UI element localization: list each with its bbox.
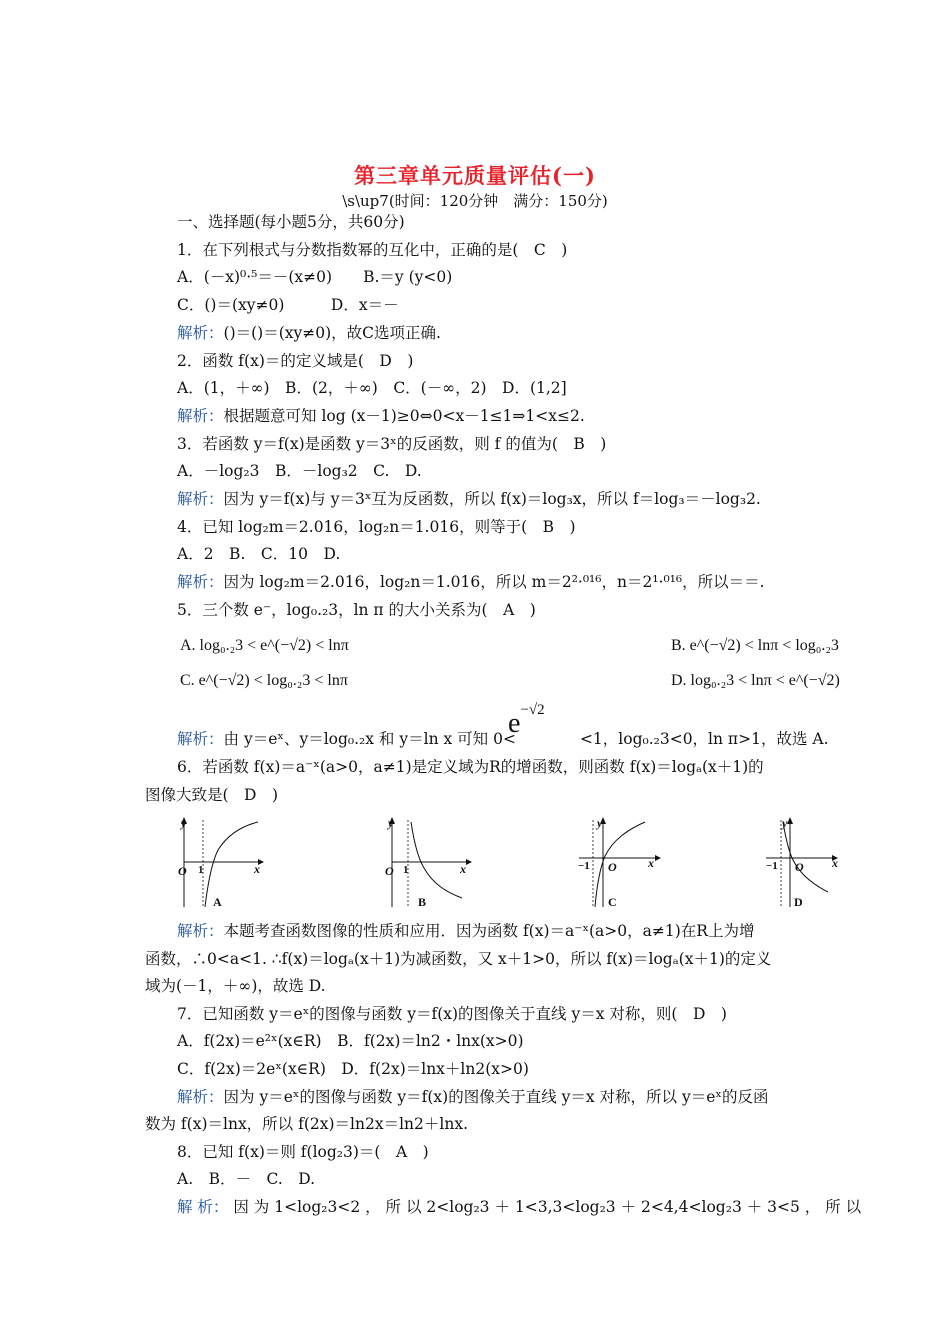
lines3-line-3: 7．已知函数 y＝eˣ的图像与函数 y＝f(x)的图像关于直线 y＝x 对称，则( D ) — [177, 1004, 727, 1023]
lines-line-6: A．(1，＋∞) B．(2，＋∞) C．(－∞，2) D．(1,2] — [177, 379, 567, 398]
q5-option-a: A. log₀.₂3 < e^(−√2) < lnπ — [180, 637, 349, 654]
lines3-line-10: 解 析： 因 为 1<log₂3<2 ， 所 以 2<log₂3 ＋ 1<3,3<log₂3 ＋ 2<4,4<log₂3 ＋ 3<5 ， 所 以 — [177, 1198, 862, 1216]
lines2-line-1: 图像大致是( D ) — [145, 785, 279, 804]
lines3-line-7: 数为 f(x)＝lnx，所以 f(2x)＝ln2x＝ln2＋lnx. — [145, 1115, 468, 1134]
graph-d-tick: −1 — [766, 860, 778, 872]
graph-d-xlabel: x — [832, 856, 838, 870]
lines3-line-6: 解析：因为 y＝eˣ的图像与函数 y＝f(x)的图像关于直线 y＝x 对称，所以 y＝eˣ的反函 — [177, 1087, 769, 1106]
analysis-label: 解析： — [177, 1087, 224, 1106]
graph-a-label: A — [213, 895, 222, 909]
graph-c-xlabel: x — [648, 856, 654, 870]
lines3-line-0: 解析：本题考查函数图像的性质和应用．因为函数 f(x)＝a⁻ˣ(a>0，a≠1)在R上为增 — [177, 922, 755, 940]
analysis-label: 解析： — [177, 730, 224, 748]
graph-d-ylabel: y — [782, 816, 788, 830]
lines-line-10: 解析：因为 y＝f(x)与 y＝3ˣ互为反函数，所以 f(x)＝log₃x，所以 f＝log₃＝－log₃2. — [177, 490, 761, 508]
page-subtitle: \s\up7(时间：120分钟 满分：150分) — [342, 192, 608, 210]
lines3-line-4: A．f(2x)＝e²ˣ(x∈R) B．f(2x)＝ln2・lnx(x>0) — [177, 1032, 524, 1051]
analysis-label: 解析： — [177, 573, 224, 592]
graph-c-origin: O — [608, 860, 617, 874]
lines-line-4: 解析：()＝()＝(xy≠0)，故C选项正确. — [177, 323, 441, 342]
graph-a-tick: 1 — [198, 864, 204, 876]
lines-line-3: C．()＝(xy≠0) D．x＝－ — [177, 296, 399, 315]
lines-line-7: 解析：根据题意可知 log (x－1)≥0⇔0<x－1≤1⇒1<x≤2. — [177, 406, 585, 425]
lines3-line-9: A. B．－ C. D. — [177, 1170, 316, 1189]
lines3-line-5: C．f(2x)＝2eˣ(x∈R) D．f(2x)＝lnx＋ln2(x>0) — [177, 1060, 529, 1078]
graph-b — [378, 812, 488, 912]
q5-option-c: C. e^(−√2) < log₀.₂3 < lnπ — [180, 672, 348, 689]
graph-d — [762, 812, 872, 912]
graph-b-tick: 1 — [403, 864, 409, 876]
analysis-label: 解析： — [177, 406, 224, 425]
lines-line-1: 1．在下列根式与分数指数幂的互化中，正确的是( C ) — [177, 240, 568, 259]
graph-a — [170, 812, 280, 912]
lines-line-0: 一、选择题(每小题5分，共60分) — [177, 213, 405, 231]
lines-line-8: 3．若函数 y＝f(x)是函数 y＝3ˣ的反函数，则 f 的值为( B ) — [177, 434, 607, 453]
graph-d-origin: O — [795, 860, 804, 874]
lines-line-11: 4．已知 log₂m＝2.016，log₂n＝1.016，则等于( B ) — [177, 517, 576, 536]
graph-a-ylabel: y — [181, 816, 187, 830]
graph-c-tick: −1 — [578, 860, 590, 872]
graph-d-label: D — [794, 895, 803, 909]
lines-line-14: 5．三个数 e⁻，log₀.₂3，ln π 的大小关系为( A ) — [177, 600, 536, 619]
lines-line-9: A．－log₂3 B．－log₃2 C. D. — [177, 462, 422, 481]
analysis-label: 解析： — [177, 922, 224, 940]
graph-a-xlabel: x — [254, 862, 260, 876]
lines-line-13: 解析：因为 log₂m＝2.016，log₂n＝1.016，所以 m＝2²·⁰¹⁶，n＝2¹·⁰¹⁶，所以＝＝. — [177, 573, 765, 592]
q5-analysis: 解析：由 y＝eˣ、y＝log₀.₂x 和 y＝ln x 可知 0< <1，log₀.₂3<0，ln π>1，故选 A. — [177, 730, 829, 748]
lines-line-12: A．2 B. C．10 D. — [177, 545, 341, 564]
q5-large-expression: $e^{-√2}$ — [508, 702, 545, 739]
graph-a-origin: O — [178, 864, 187, 878]
analysis-label: 解 析： — [177, 1198, 229, 1216]
analysis-label: 解析： — [177, 323, 224, 342]
page-title: 第三章单元质量评估(一) — [354, 163, 596, 188]
graph-c-label: C — [608, 895, 617, 909]
q5-option-b: B. e^(−√2) < lnπ < log₀.₂3 — [671, 637, 839, 654]
lines3-line-1: 函数，∴0<a<1. ∴f(x)＝logₐ(x＋1)为减函数，又 x＋1>0，所以 f(x)＝logₐ(x＋1)的定义 — [145, 949, 772, 968]
lines3-line-2: 域为(－1，＋∞)，故选 D. — [145, 977, 326, 996]
graph-b-ylabel: y — [388, 816, 394, 830]
lines3-line-8: 8．已知 f(x)＝则 f(log₂3)＝( A ) — [177, 1142, 429, 1161]
graph-b-origin: O — [385, 864, 394, 878]
graph-c — [575, 812, 685, 912]
graph-b-xlabel: x — [460, 862, 466, 876]
graph-c-ylabel: y — [597, 816, 603, 830]
lines-line-2: A．(－x)⁰·⁵＝－(x≠0) B.＝y (y<0) — [177, 268, 453, 287]
lines-line-5: 2．函数 f(x)＝的定义域是( D ) — [177, 351, 414, 370]
graph-b-label: B — [418, 895, 427, 909]
analysis-label: 解析： — [177, 490, 224, 508]
q5-option-d: D. log₀.₂3 < lnπ < e^(−√2) — [671, 672, 840, 689]
lines2-line-0: 6．若函数 f(x)＝a⁻ˣ(a>0，a≠1)是定义域为R的增函数，则函数 f(x)＝logₐ(x＋1)的 — [177, 758, 764, 776]
